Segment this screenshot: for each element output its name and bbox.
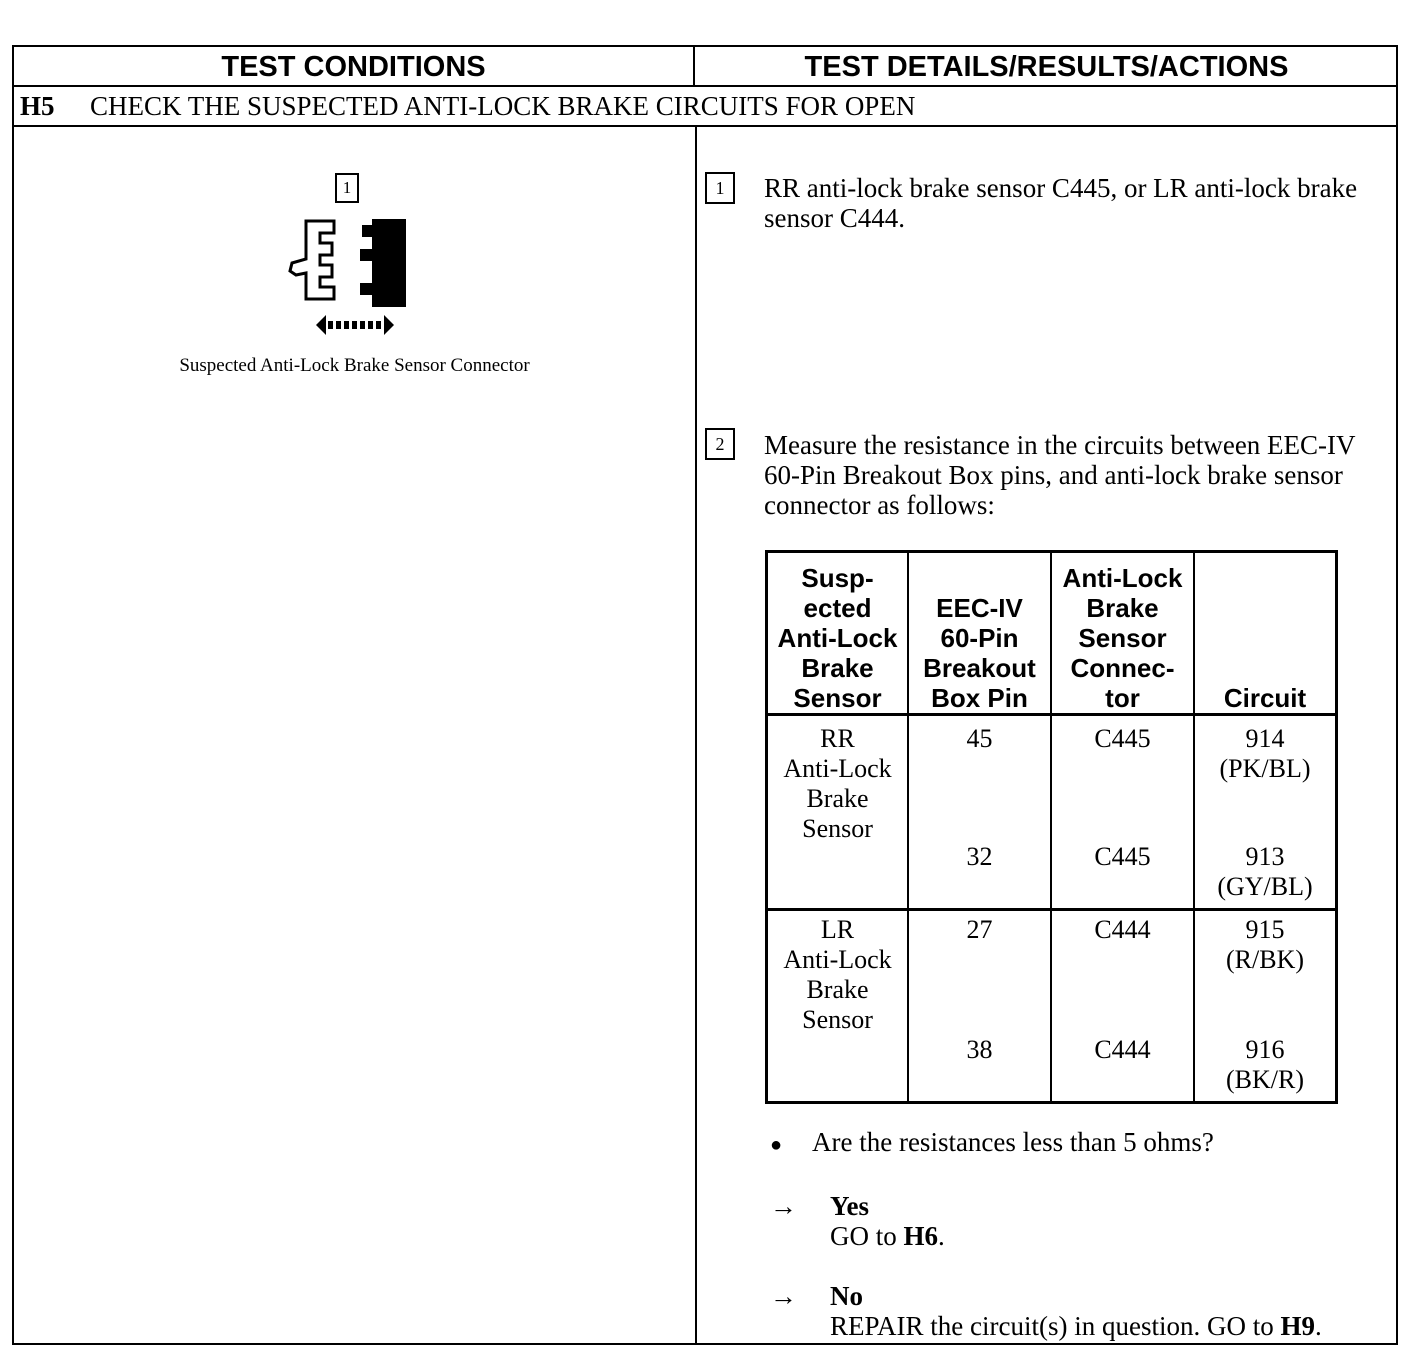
col-header-sensor [767,552,909,715]
pin-cell: 38 [908,1035,1051,1103]
step-id: H5 [20,91,55,121]
circuit-cell [1194,1035,1337,1103]
header-line: Anti-Lock [1062,563,1183,593]
step-title: CHECK THE SUSPECTED ANTI-LOCK BRAKE CIRCUITS FOR OPEN [90,91,916,121]
connector-disconnect-icon [282,215,408,341]
step2-number-box: 2 [705,428,735,460]
header-line: Sensor [1078,623,1167,653]
header-line: Breakout [923,653,1036,683]
circuit-color: (PK/BL) [1219,754,1311,783]
pin-cell: 45 [908,715,1051,843]
answer-yes-target: H6 [903,1221,939,1251]
sensor-line: Sensor [802,1005,873,1034]
answer-no-target: H9 [1280,1311,1315,1341]
circuit-cell [1194,715,1337,843]
answer-no-action: REPAIR the circuit(s) in question. GO to [830,1311,1274,1341]
circuit-color: (R/BK) [1226,945,1304,974]
question [770,1127,1214,1158]
column-divider [695,127,697,1345]
step-title-bar [14,87,1396,127]
header-line: Connec- [1070,653,1175,683]
header-line: Susp- [801,563,874,593]
sensor-line: LR [820,915,855,944]
sensor-cell [767,715,909,910]
answer-no-label: No [830,1281,863,1311]
answer-no-body [830,1281,1322,1341]
circuit-color: (GY/BL) [1217,872,1313,901]
col-header-connector [1051,552,1194,715]
sensor-line: Brake [806,784,869,813]
sensor-cell [767,910,909,1103]
step1-text: RR anti-lock brake sensor C445, or LR anti-lock brake sensor C444. [764,173,1358,233]
bullet-icon: ● [770,1134,783,1156]
header-line: Anti-Lock [777,623,898,653]
pin-cell: 32 [908,842,1051,910]
circuit-cell [1194,842,1337,910]
test-table [12,45,1398,1345]
connector-cell: C445 [1051,842,1194,910]
header-line: Brake [801,653,874,683]
col-header-pin [908,552,1051,715]
answer-no-suffix: . [1315,1311,1322,1341]
header-line: EEC-IV [936,593,1023,623]
arrow-right-icon: → [770,1281,797,1311]
connector-cell: C444 [1051,1035,1194,1103]
col-header-circuit [1194,552,1337,715]
pin-table [765,550,1338,1104]
table-row [767,715,1337,843]
circuit-cell [1194,910,1337,1036]
header-line: Brake [1086,593,1159,623]
pin-cell: 27 [908,910,1051,1036]
circuit-number: 913 [1245,842,1285,871]
answer-yes-label: Yes [830,1191,869,1221]
answer-yes-suffix: . [938,1221,945,1251]
answer-yes-body [830,1191,945,1251]
table-row [767,910,1337,1036]
header-test-conditions: TEST CONDITIONS [14,47,695,87]
arrow-right-icon: → [770,1191,797,1221]
circuit-number: 914 [1245,724,1285,753]
circuit-color: (BK/R) [1226,1065,1304,1094]
connector-caption: Suspected Anti-Lock Brake Sensor Connector [179,355,530,376]
sensor-line: Brake [806,975,869,1004]
answer-yes-action: GO to [830,1221,897,1251]
header-line: ected [803,593,872,623]
pin-table-header-row [767,552,1337,715]
sensor-line: Anti-Lock [783,754,892,783]
connector-cell: C445 [1051,715,1194,843]
sensor-line: Sensor [802,814,873,843]
header-test-details: TEST DETAILS/RESULTS/ACTIONS [695,47,1398,87]
header-line: tor [1105,683,1140,713]
condition-number-box: 1 [335,173,359,203]
header-line: Circuit [1223,683,1307,713]
step2-text: Measure the resistance in the circuits between EEC-IV 60-Pin Breakout Box pins, and anti-lock brake sensor connector as follows: [764,430,1356,520]
circuit-number: 915 [1245,915,1285,944]
header-line: Box Pin [931,683,1028,713]
circuit-number: 916 [1245,1035,1285,1064]
connector-cell: C444 [1051,910,1194,1036]
sensor-line: RR [820,724,855,753]
header-line: 60-Pin [940,623,1019,653]
step1-number-box: 1 [705,172,735,204]
sensor-line: Anti-Lock [783,945,892,974]
header-line: Sensor [793,683,882,713]
question-text: Are the resistances less than 5 ohms? [812,1127,1214,1157]
